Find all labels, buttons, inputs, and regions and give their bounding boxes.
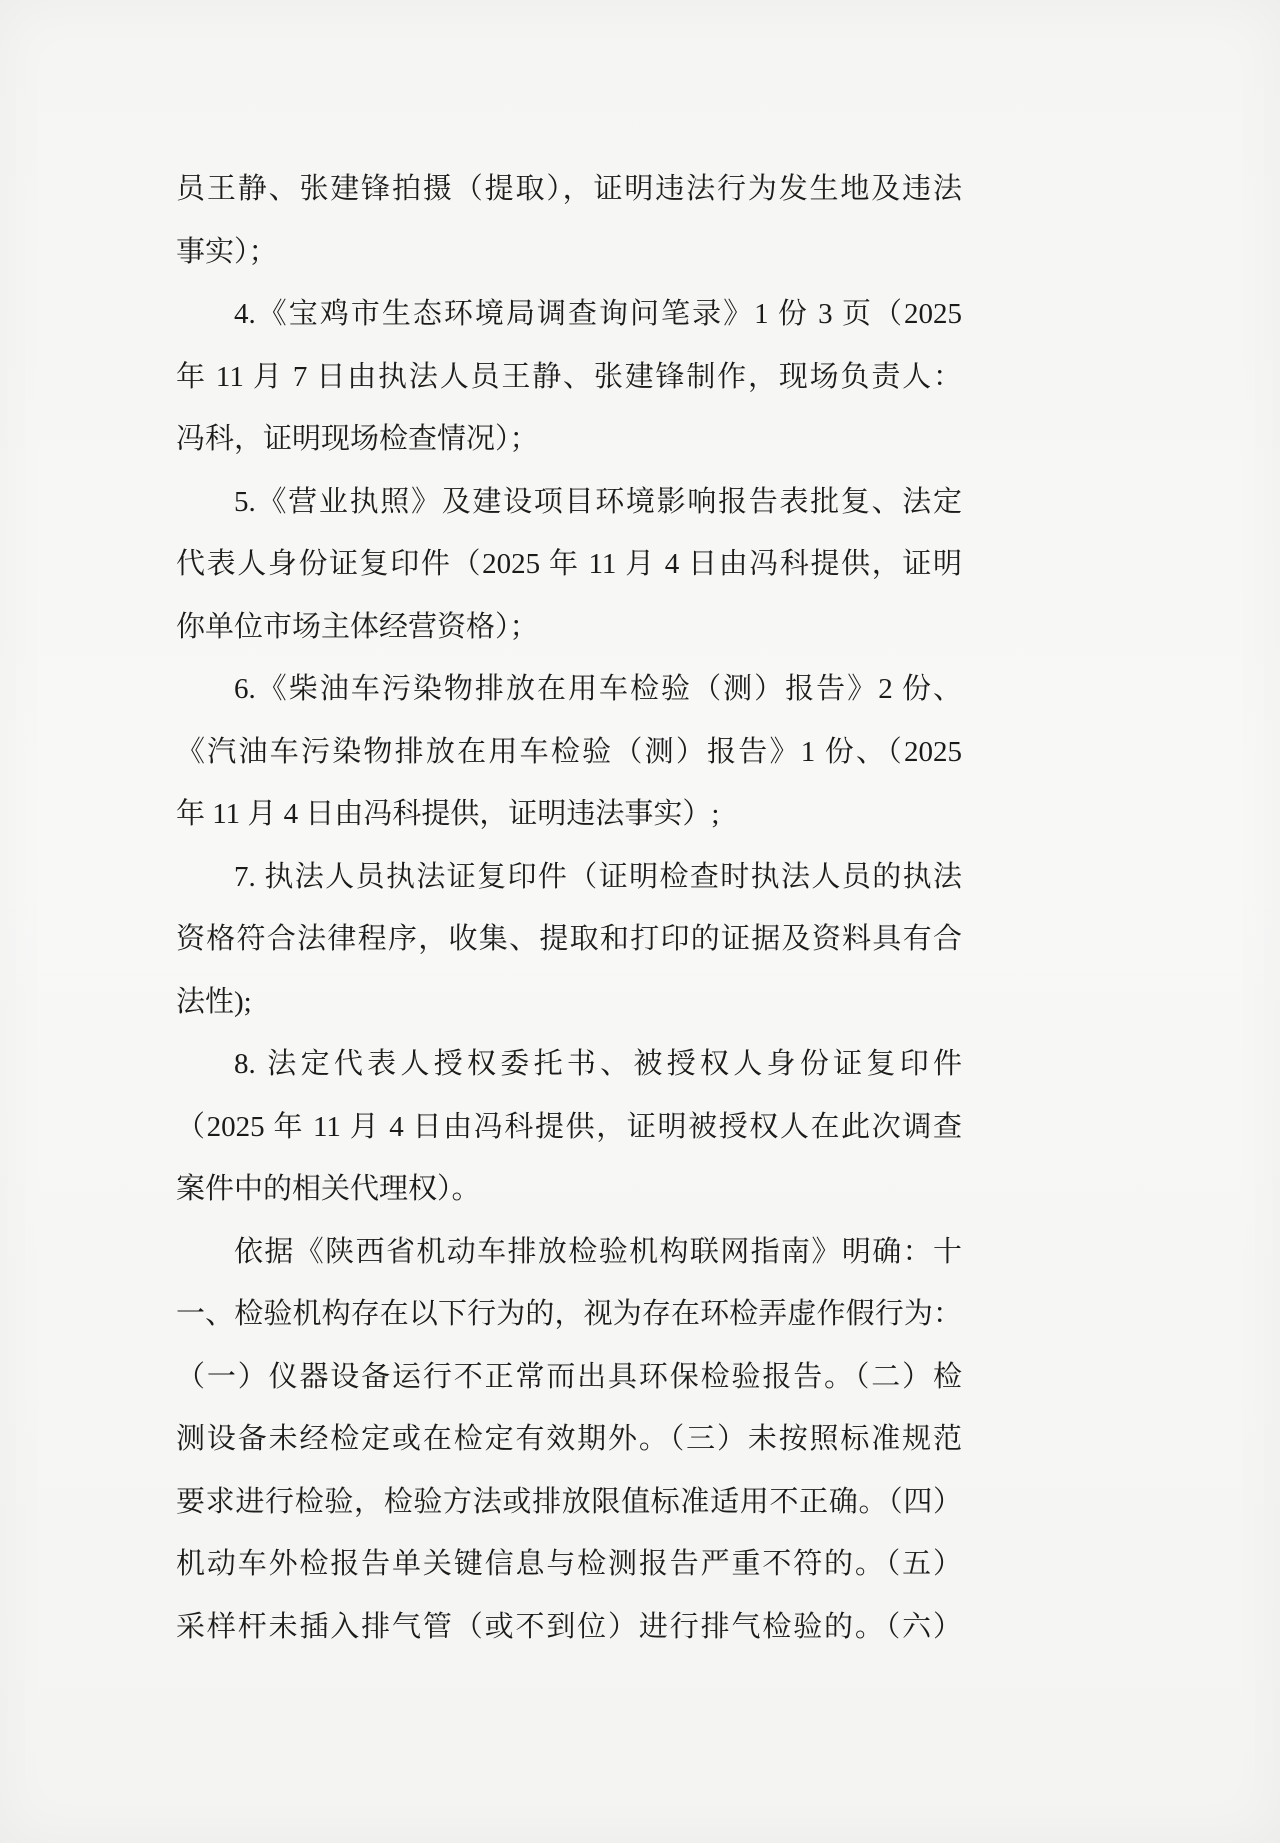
text-line: 事实）；: [176, 235, 278, 268]
text-line: 冯科，证明现场检查情况）；: [176, 423, 539, 455]
text-line: （2025 年 11 月 4 日由冯科提供，证明被授权人在此次调查: [176, 1110, 962, 1143]
text-line: 你单位市场主体经营资格）；: [176, 610, 539, 643]
text-line: 《汽油车污染物排放在用车检验（测）报告》1 份、（2025: [176, 735, 962, 768]
text-line: 员王静、张建锋拍摄（提取），证明违法行为发生地及违法: [176, 173, 962, 205]
text-line: 6.《柴油车污染物排放在用车检验（测）报告》2 份、: [234, 673, 962, 705]
text-line: （一）仪器设备运行不正常而出具环保检验报告。（二）检: [176, 1360, 962, 1393]
text-line: 年 11 月 7 日由执法人员王静、张建锋制作，现场负责人：: [176, 360, 962, 393]
text-line: 案件中的相关代理权）。: [176, 1173, 481, 1205]
text-line: 年 11 月 4 日由冯科提供，证明违法事实）;: [176, 798, 720, 830]
text-line: 一、检验机构存在以下行为的，视为存在环检弄虚作假行为：: [176, 1298, 962, 1330]
text-line: 7. 执法人员执法证复印件（证明检查时执法人员的执法: [234, 860, 962, 893]
text-line: 依据《陕西省机动车排放检验机构联网指南》明确：十: [234, 1235, 962, 1268]
text-line: 8. 法定代表人授权委托书、被授权人身份证复印件: [234, 1048, 962, 1080]
text-line: 资格符合法律程序，收集、提取和打印的证据及资料具有合: [176, 923, 962, 955]
text-line: 机动车外检报告单关键信息与检测报告严重不符的。（五）: [176, 1548, 962, 1580]
text-line: 测设备未经检定或在检定有效期外。（三）未按照标准规范: [176, 1423, 962, 1455]
text-line: 4.《宝鸡市生态环境局调查询问笔录》1 份 3 页（2025: [234, 298, 962, 330]
text-line: 要求进行检验，检验方法或排放限值标准适用不正确。（四）: [176, 1485, 962, 1518]
text-line: 采样杆未插入排气管（或不到位）进行排气检验的。（六）: [176, 1610, 962, 1643]
text-line: 代表人身份证复印件（2025 年 11 月 4 日由冯科提供，证明: [176, 548, 962, 580]
text-line: 5.《营业执照》及建设项目环境影响报告表批复、法定: [234, 485, 962, 518]
document-body: [176, 158, 962, 1658]
text-line: 法性);: [176, 985, 252, 1018]
